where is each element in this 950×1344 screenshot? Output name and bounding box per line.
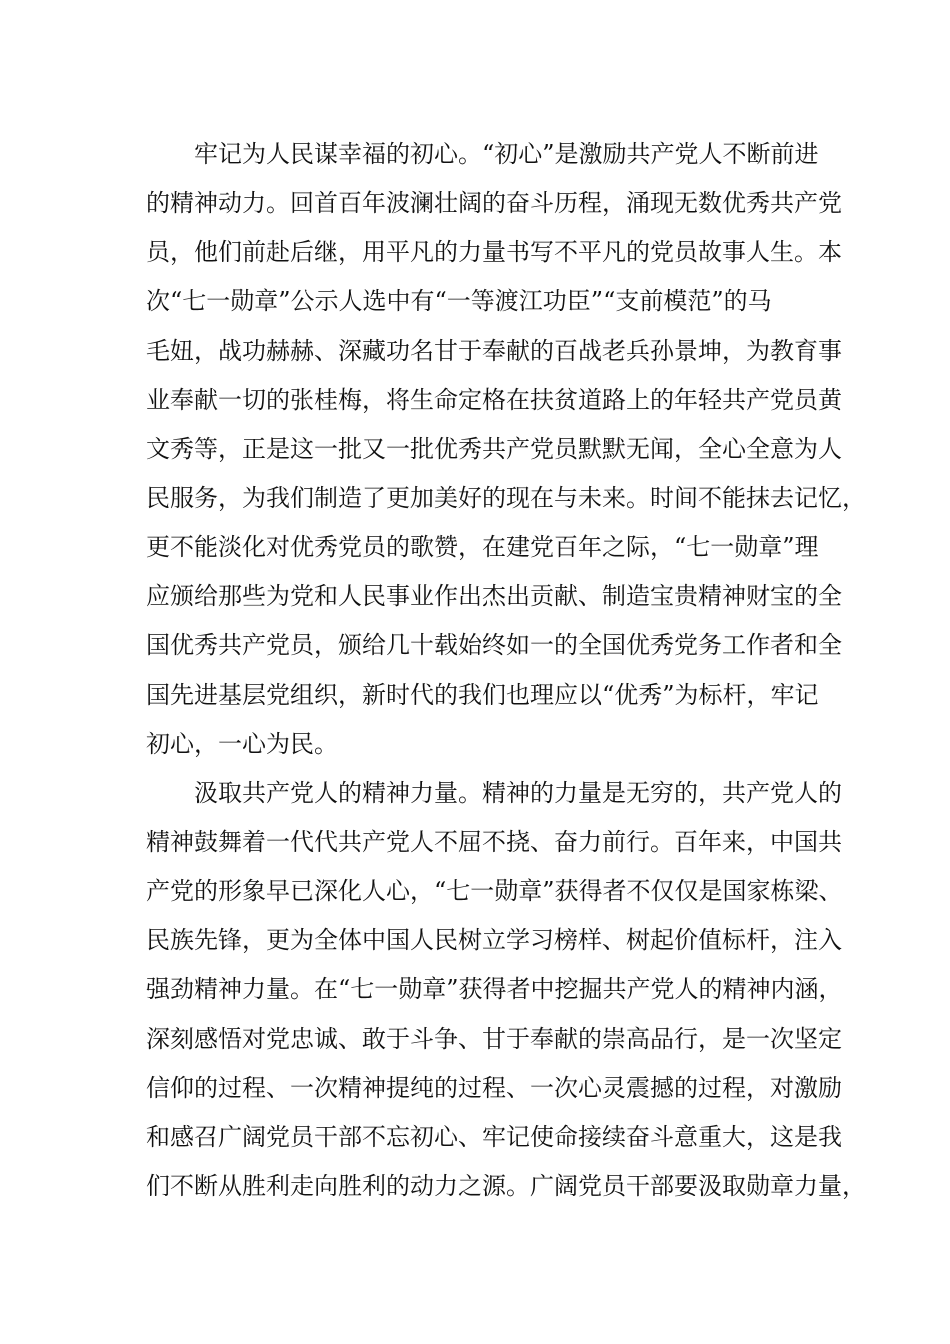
paragraph-line: 精神鼓舞着一代代共产党人不屈不挠、奋力前行。百年来，中国共 <box>146 827 842 856</box>
paragraph-line: 汲取共产党人的精神力量。精神的力量是无穷的，共产党人的 <box>194 778 842 807</box>
paragraph-line: 国优秀共产党员，颁给几十载始终如一的全国优秀党务工作者和全 <box>146 631 842 660</box>
paragraph-1 <box>146 130 866 769</box>
paragraph-line: 文秀等，正是这一批又一批优秀共产党员默默无闻，全心全意为人 <box>146 434 842 463</box>
paragraph-line: 强劲精神力量。在“七一勋章”获得者中挖掘共产党人的精神内涵， <box>146 975 843 1004</box>
paragraph-2 <box>146 769 866 1211</box>
paragraph-line: 毛妞，战功赫赫、深藏功名甘于奉献的百战老兵孙景坤，为教育事 <box>146 336 842 365</box>
paragraph-line: 应颁给那些为党和人民事业作出杰出贡献、制造宝贵精神财宝的全 <box>146 582 842 611</box>
paragraph-line: 初心，一心为民。 <box>146 729 338 758</box>
paragraph-line: 们不断从胜利走向胜利的动力之源。广阔党员干部要汲取勋章力量， <box>146 1171 866 1200</box>
paragraph-line: 民族先锋，更为全体中国人民树立学习榜样、树起价值标杆，注入 <box>146 926 842 955</box>
paragraph-line: 业奉献一切的张桂梅，将生命定格在扶贫道路上的年轻共产党员黄 <box>146 385 842 414</box>
paragraph-line: 信仰的过程、一次精神提纯的过程、一次心灵震撼的过程，对激励 <box>146 1073 842 1102</box>
paragraph-line: 和感召广阔党员干部不忘初心、牢记使命接续奋斗意重大，这是我 <box>146 1122 842 1151</box>
paragraph-line: 牢记为人民谋幸福的初心。“初心”是激励共产党人不断前进 <box>194 140 819 168</box>
paragraph-line: 更不能淡化对优秀党员的歌赞，在建党百年之际，“七一勋章”理 <box>146 533 819 562</box>
paragraph-line: 次“七一勋章”公示人选中有“一等渡江功臣”“支前模范”的马 <box>146 287 772 316</box>
paragraph-line: 民服务，为我们制造了更加美好的现在与未来。时间不能抹去记忆， <box>146 483 866 512</box>
paragraph-line: 国先进基层党组织，新时代的我们也理应以“优秀”为标杆，牢记 <box>146 680 819 709</box>
paragraph-line: 员，他们前赴后继，用平凡的力量书写不平凡的党员故事人生。本 <box>146 238 842 267</box>
document-body <box>146 130 866 1211</box>
paragraph-line: 产党的形象早已深化人心，“七一勋章”获得者不仅仅是国家栋梁、 <box>146 877 843 906</box>
paragraph-line: 深刻感悟对党忠诚、敢于斗争、甘于奉献的崇高品行，是一次坚定 <box>146 1024 842 1053</box>
paragraph-line: 的精神动力。回首百年波澜壮阔的奋斗历程，涌现无数优秀共产党 <box>146 189 842 218</box>
